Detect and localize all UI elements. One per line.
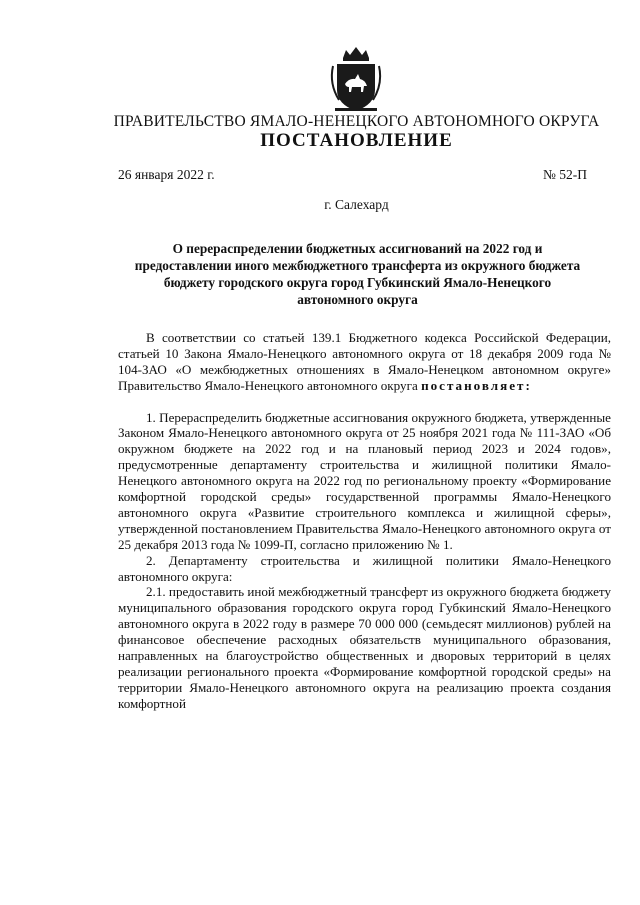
decree-word: постановляет: [421,377,532,393]
item-1-paragraph: 1. Перераспределить бюджетные ассигнования окружного бюджета, утвержденные Законом Ямало-Ненецкого автономного округа от 25 ноября 2021 года № 111-ЗАО «Об окружном бюджете на 2022 год и на плановый период 2023 и 2024 годов», предусмотренные департаменту строительства и жилищной политики Ямало-Ненецкого автономного округа на 2022 год по региональному проекту «Формирование комфортной городской среды» государственной программы Ямало-Ненецкого автономного округа «Развитие строительного комплекса и жилищной сферы», утвержденной постановлением Правительства Ямало-Ненецкого автономного округа от 25 декабря 2013 года № 1099-П, согласно приложению № 1. [118,409,611,552]
government-name: ПРАВИТЕЛЬСТВО ЯМАЛО-НЕНЕЦКОГО АВТОНОМНОГО ОКРУГА [113,113,600,130]
item-2-1-paragraph: 2.1. предоставить иной межбюджетный трансферт из окружного бюджета бюджету муниципального образования городского округа город Губкинский Ямало-Ненецкого автономного округа в 2022 году в размере 70 000 000 (семьдесят миллионов) рублей на финансовое обеспечение расходных обязательств муниципального образования, направленных на благоустройство общественных и дворовых территорий в целях реализации регионального проекта «Формирование комфортной городской среды» на территории Ямало-Ненецкого автономного округа на реализацию проекта создания комфортной [118,584,611,711]
document-date: 26 января 2022 г. [118,167,215,182]
title-line: бюджету городского округа город Губкинский Ямало-Ненецкого [163,275,552,290]
document-type: ПОСТАНОВЛЕНИЕ [260,130,453,151]
preamble-text: В соответствии со статьей 139.1 Бюджетного кодекса Российской Федерации, статьей 10 Закона Ямало-Ненецкого автономного округа от 18 декабря 2009 года № 104-ЗАО «О межбюджетных отношениях в Ямало-Ненецком автономном округе» Правительство Ямало-Ненецкого автономного округа [118,330,611,393]
preamble-paragraph [118,330,611,394]
title-line: предоставлении иного межбюджетного трансферта из окружного бюджета [134,258,581,273]
document-city: г. Салехард [324,197,389,212]
title-line: О перераспределении бюджетных ассигнований на 2022 год и [172,241,543,256]
coat-of-arms-icon [327,44,385,114]
document-number: № 52-П [542,167,587,182]
item-2-paragraph: 2. Департаменту строительства и жилищной политики Ямало-Ненецкого автономного округа: [118,552,611,584]
title-line: автономного округа [297,292,418,307]
document-title [110,240,605,308]
document-body [118,330,611,712]
